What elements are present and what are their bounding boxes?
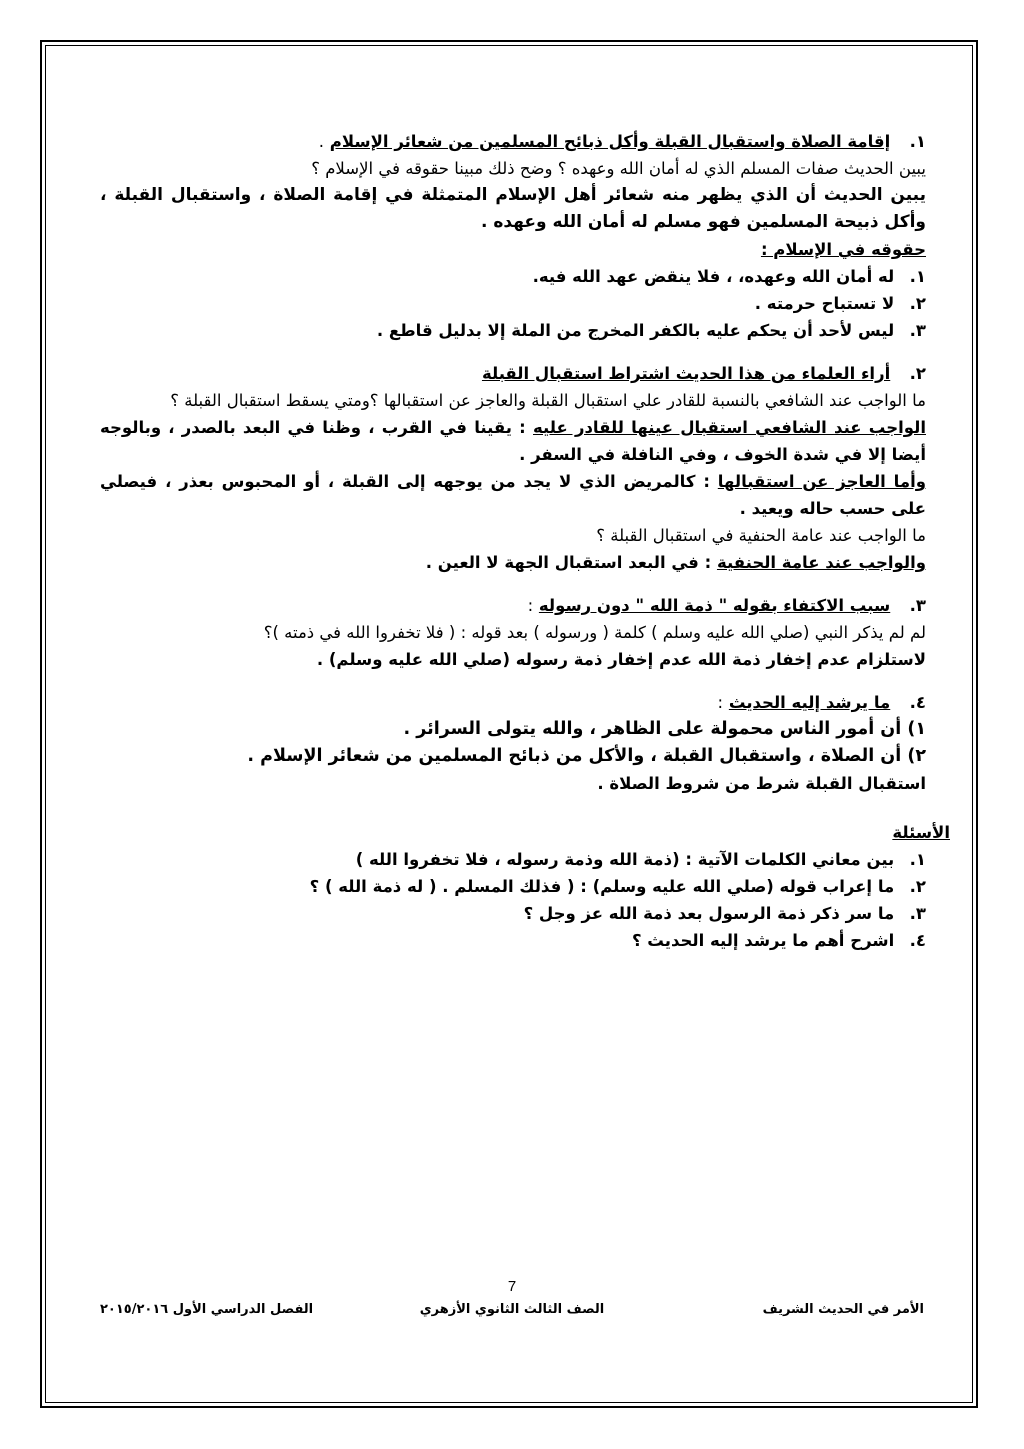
section-1-number: ١. <box>909 132 926 151</box>
section-1-right-2: ٢. لا تستباح حرمته . <box>754 294 926 313</box>
section-4-title: ما يرشد إليه الحديث <box>728 693 891 712</box>
question-2: ٢. ما إعراب قوله (صلي الله عليه وسلم) : ( فذلك المسلم . ( له ذمة الله ) ؟ <box>309 877 926 896</box>
footer-right: الأمر في الحديث الشريف <box>762 1302 924 1317</box>
section-2-question-2: ما الواجب عند عامة الحنفية في استقبال القبلة ؟ <box>596 526 926 545</box>
document-body <box>100 128 950 954</box>
section-2-question: ما الواجب عند الشافعي بالنسبة للقادر علي استقبال القبلة والعاجز عن استقبالها ؟ومتي يسقط استقبال القبلة ؟ <box>170 391 926 410</box>
question-3: ٣. ما سر ذكر ذمة الرسول بعد ذمة الله عز وجل ؟ <box>523 904 926 923</box>
section-1-rights-title: حقوقه في الإسلام : <box>760 240 926 259</box>
section-1-right-3: ٣. ليس لأحد أن يحكم عليه بالكفر المخرج من الملة إلا بدليل قاطع . <box>376 321 926 340</box>
section-4-heading: ٤. ما يرشد إليه الحديث : <box>100 689 926 716</box>
section-2-answer-3: والواجب عند عامة الحنفية : في البعد استقبال الجهة لا العين . <box>425 553 926 572</box>
section-4-point-2: ٢) أن الصلاة ، واستقبال القبلة ، والأكل من ذبائح المسلمين من شعائر الإسلام . <box>247 746 926 766</box>
footer-center: الصف الثالث الثانوي الأزهري <box>419 1302 605 1317</box>
section-1-answer: يبين الحديث أن الذي يظهر منه شعائر أهل الإسلام المتمثلة في إقامة الصلاة ، واستقبال القبلة ، وأكل ذبيحة المسلمين فهو مسلم له أمان الله وعهده . <box>100 185 926 232</box>
section-1-title-end: . <box>318 132 325 151</box>
section-1-title: إقامة الصلاة واستقبال القبلة وأكل ذبائح المسلمين من شعائر الإسلام <box>329 132 891 151</box>
question-1: ١. بين معاني الكلمات الآتية : (ذمة الله وذمة رسوله ، فلا تخفروا الله ) <box>355 850 926 869</box>
section-2-heading <box>100 360 926 387</box>
questions-title: الأسئلة <box>892 823 950 842</box>
section-2-number: ٢. <box>909 364 926 383</box>
section-4-extra: استقبال القبلة شرط من شروط الصلاة . <box>597 774 926 793</box>
section-3-question: لم لم يذكر النبي (صلي الله عليه وسلم ) كلمة ( ورسوله ) بعد قوله : ( فلا تخفروا الله في ذمته )؟ <box>263 623 926 642</box>
section-3-title: سبب الاكتفاء بقوله " ذمة الله " دون رسوله <box>538 596 891 615</box>
section-3-heading: ٣. سبب الاكتفاء بقوله " ذمة الله " دون رسوله : <box>100 592 926 619</box>
footer-left: الفصل الدراسي الأول ٢٠١٥/٢٠١٦ <box>100 1302 314 1317</box>
page-number: 7 <box>507 1278 517 1295</box>
question-4: ٤. اشرح أهم ما يرشد إليه الحديث ؟ <box>631 931 926 950</box>
section-2-answer-1: الواجب عند الشافعي استقبال عينها للقادر عليه : يقينا في القرب ، وظنا في البعد بالصدر ، وبالوجه أيضا إلا في شدة الخوف ، وفي النافلة في السفر . <box>100 418 926 464</box>
section-1-heading <box>100 128 926 155</box>
section-2-title: أراء العلماء من هذا الحديث اشتراط استقبال القبلة <box>481 364 891 383</box>
section-4-number: ٤. <box>909 693 926 712</box>
section-1-right-1: ١. له أمان الله وعهده، ، فلا ينقض عهد الله فيه. <box>532 267 926 286</box>
section-3-number: ٣. <box>909 596 926 615</box>
section-1-question: يبين الحديث صفات المسلم الذي له أمان الله وعهده ؟ وضح ذلك مبينا حقوقه في الإسلام ؟ <box>311 159 926 178</box>
section-2-answer-2: وأما العاجز عن استقبالها : كالمريض الذي لا يجد من يوجهه إلى القبلة ، أو المحبوس بعذر ، فيصلي على حسب حاله ويعيد . <box>100 472 926 518</box>
section-3-answer: لاستلزام عدم إخفار ذمة الله عدم إخفار ذمة رسوله (صلي الله عليه وسلم) . <box>316 650 926 669</box>
section-4-point-1: ١) أن أمور الناس محمولة على الظاهر ، والله يتولى السرائر . <box>403 719 926 739</box>
